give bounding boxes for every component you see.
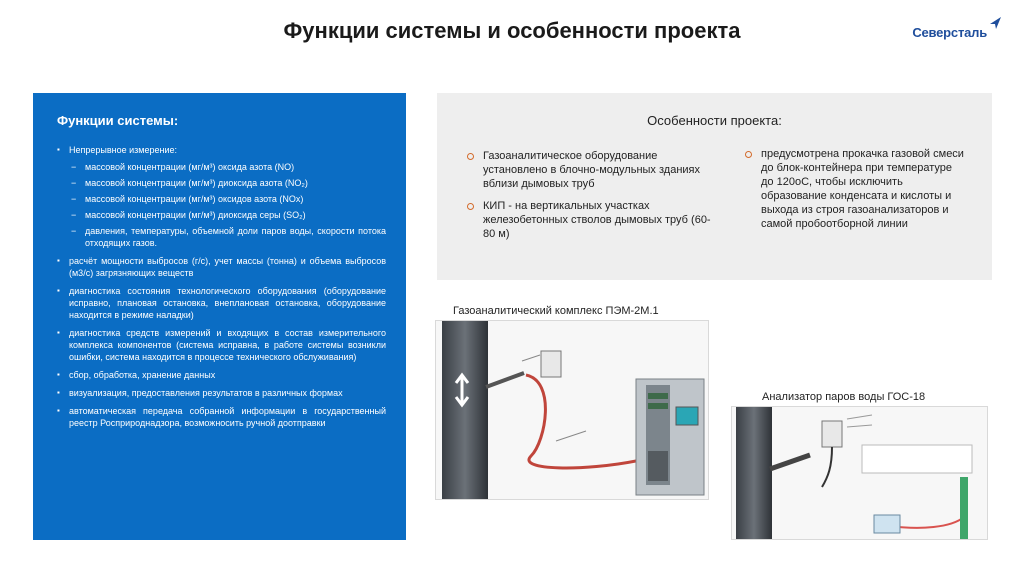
function-item: ▪ сбор, обработка, хранение данных xyxy=(55,369,386,381)
functions-list xyxy=(55,144,386,429)
function-item: ▪ автоматическая передача собранной информации в государственный реестр Росприроднадзора, возможносить ручной доотправки xyxy=(55,405,386,429)
features-heading: Особенности проекта: xyxy=(647,113,782,128)
measurement-item: − массовой концентрации (мг/м³) оксидов азота (NOx) xyxy=(69,193,386,205)
severstal-logo xyxy=(912,16,1002,40)
function-item: ▪ расчёт мощности выбросов (г/с), учет массы (тонна) и объема выбросов (м3/с) загрязняющих веществ xyxy=(55,255,386,279)
measurement-item: − давления, температуры, объемной доли паров воды, скорости потока отходящих газов. xyxy=(69,225,386,249)
feature-item: предусмотрена прокачка газовой смеси до блок-контейнера при температуре до 120оС, чтобы исключить образование конденсата и кислоты и выхода из строя газоанализаторов и самой пробоотборной линии xyxy=(745,147,965,231)
feature-item: КИП - на вертикальных участках железобетонных стволов дымовых труб (60-80 м) xyxy=(467,199,717,241)
fig1-caption: Газоаналитический комплекс ПЭМ-2М.1 xyxy=(453,305,659,317)
features-list-right xyxy=(745,147,965,239)
gas-analyzer-complex-image xyxy=(435,320,709,500)
measurement-item: − массовой концентрации (мг/м³) диоксида азота (NO₂) xyxy=(69,177,386,189)
water-vapor-analyzer-image xyxy=(731,406,988,540)
fig2-caption: Анализатор паров воды ГОС-18 xyxy=(762,391,926,403)
measurement-item: − массовой концентрации (мг/м³) диоксида серы (SO₂) xyxy=(69,209,386,221)
function-item: ▪ диагностика средств измерений и входящих в состав измерительного комплекса компонентов (система исправна, в работе системы возникли ошибки, система находится в процессе технического обслуживания) xyxy=(55,327,386,363)
features-list-left xyxy=(467,149,717,249)
system-functions-panel xyxy=(33,93,406,540)
feature-item: Газоаналитическое оборудование установлено в блочно-модульных зданиях вблизи дымовых труб xyxy=(467,149,717,191)
function-item xyxy=(55,144,386,249)
measurement-sublist xyxy=(69,161,386,249)
logo-text: Северсталь xyxy=(912,25,987,40)
function-item-text: Непрерывное измерение: xyxy=(69,145,177,155)
project-features-panel xyxy=(437,93,992,280)
page-title: Функции системы и особенности проекта xyxy=(283,18,741,43)
function-item: ▪ визуализация, предоставления результатов в различных формах xyxy=(55,387,386,399)
logo-arrow-icon xyxy=(988,16,1002,30)
measurement-item: − массовой концентрации (мг/м³) оксида азота (NO) xyxy=(69,161,386,173)
function-item: ▪ диагностика состояния технологического оборудования (оборудование исправно, плановая остановка, внеплановая остановка, оборудование находится в режиме наладки) xyxy=(55,285,386,321)
functions-heading: Функции системы: xyxy=(57,113,179,128)
